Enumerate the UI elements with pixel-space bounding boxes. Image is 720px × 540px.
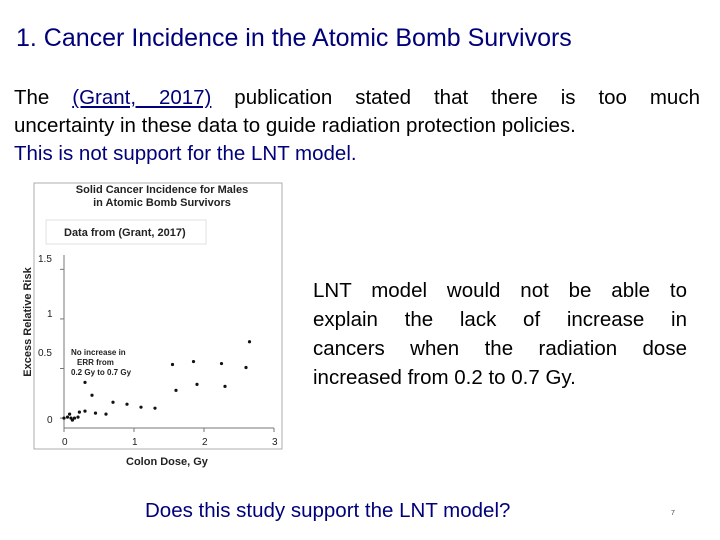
chart-y-axis-label: Excess Relative Risk	[22, 267, 34, 377]
chart-x-axis-label: Colon Dose, Gy	[126, 456, 208, 468]
chart-annotation-line-1: No increase in	[71, 348, 126, 357]
chart-plot-area	[16, 178, 288, 472]
x-tick-label-3: 3	[272, 437, 278, 448]
data-point-8	[83, 410, 86, 413]
data-point-7	[78, 411, 81, 414]
x-tick-label-1: 1	[132, 437, 138, 448]
callout-line-1: LNT model would not be able to	[313, 279, 687, 302]
data-point-11	[83, 381, 86, 384]
data-point-19	[223, 385, 226, 388]
chart-title	[36, 184, 288, 210]
data-point-24	[248, 340, 251, 343]
data-point-4	[73, 416, 76, 419]
data-point-21	[171, 363, 174, 366]
intro-line-2: uncertainty in these data to guide radiation protection policies.	[14, 114, 576, 137]
data-point-22	[192, 360, 195, 363]
intro-line-3: This is not support for the LNT model.	[14, 142, 357, 165]
data-point-18	[195, 383, 198, 386]
intro-paragraph	[14, 84, 700, 168]
y-tick-label-0: 0	[47, 415, 53, 426]
slide-title: 1. Cancer Incidence in the Atomic Bomb Survivors	[16, 24, 572, 52]
data-point-10	[104, 413, 107, 416]
y-tick-label-1-5: 1.5	[38, 254, 52, 265]
data-point-12	[90, 394, 93, 397]
callout-line-2: explain the lack of increase in	[313, 308, 687, 331]
callout-line-3: cancers when the radiation dose	[313, 337, 687, 360]
intro-prefix: The	[14, 86, 73, 109]
x-tick-label-2: 2	[202, 437, 208, 448]
grant-2017-citation-link[interactable]: (Grant, 2017)	[72, 86, 212, 109]
chart-title-line-1: Solid Cancer Incidence for Males	[75, 184, 249, 196]
chart-annotation-line-2: ERR from	[77, 358, 114, 367]
y-tick-label-1: 1	[47, 309, 53, 320]
data-point-16	[153, 407, 156, 410]
chart-title-line-2: in Atomic Bomb Survivors	[93, 197, 231, 209]
data-point-13	[111, 401, 114, 404]
data-point-17	[174, 389, 177, 392]
data-point-9	[94, 412, 97, 415]
closing-question: Does this study support the LNT model?	[145, 499, 511, 522]
lnt-callout-text	[313, 276, 687, 392]
data-point-14	[125, 403, 128, 406]
chart-annotation	[71, 348, 131, 378]
x-tick-label-0: 0	[62, 437, 68, 448]
slide-page-number: 7	[671, 510, 675, 517]
intro-line-1	[14, 84, 700, 112]
data-point-0	[62, 416, 65, 419]
callout-line-4: increased from 0.2 to 0.7 Gy.	[313, 366, 576, 389]
y-tick-label-0-5: 0.5	[38, 348, 52, 359]
data-point-20	[244, 366, 247, 369]
intro-line-1-rest: publication stated that there is too much	[211, 86, 700, 109]
chart-annotation-line-3: 0.2 Gy to 0.7 Gy	[71, 368, 132, 377]
data-point-15	[139, 406, 142, 409]
cancer-incidence-chart	[16, 178, 288, 472]
data-point-6	[76, 415, 79, 418]
data-point-5	[68, 413, 71, 416]
data-point-23	[220, 362, 223, 365]
chart-source-label: Data from (Grant, 2017)	[64, 227, 186, 239]
data-point-1	[66, 415, 69, 418]
